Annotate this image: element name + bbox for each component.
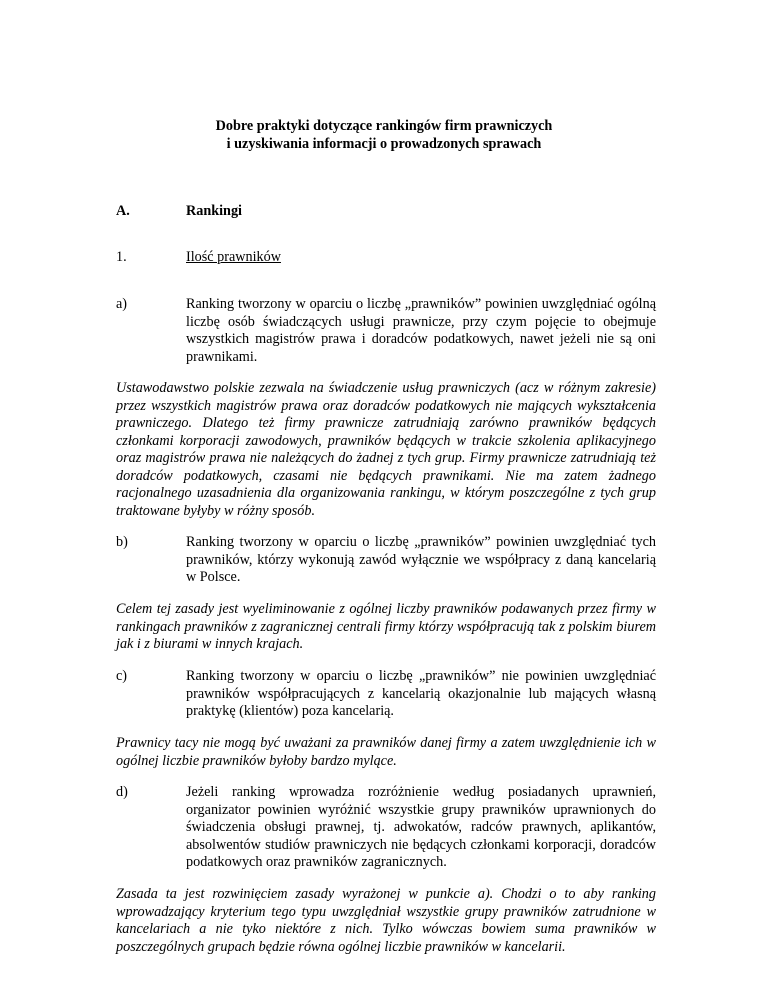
title-line-2: i uzyskiwania informacji o prowadzonych sprawach <box>226 135 542 152</box>
point-d <box>116 784 656 872</box>
point-b-comment: Celem tej zasady jest wyeliminowanie z ogólnej liczby prawników podawanych przez firmy w rankingach prawników z zagranicznej centrali firmy którzy współpracują tak z polskim biurem jak i z biurami w innych krajach. <box>116 601 656 652</box>
point-c-text: Ranking tworzony w oparciu o liczbę „prawników” nie powinien uwzględniać prawników współpracujących z kancelarią okazjonalnie lub mających własną praktykę (klientów) poza kancelarią. <box>186 668 656 719</box>
section-title: Rankingi <box>186 203 242 219</box>
point-c-comment: Prawnicy tacy nie mogą być uważani za prawników danej firmy a zatem uwzględnienie ich w ogólnej liczbie prawników byłoby bardzo mylące. <box>116 735 656 769</box>
point-d-label: d) <box>116 784 128 800</box>
point-a-comment: Ustawodawstwo polskie zezwala na świadczenie usług prawniczych (acz w różnym zakresie) przez wszystkich magistrów prawa oraz doradców podatkowych nie mających wykształcenia prawniczego. Dlatego też firmy prawnicze zatrudniają zarówno prawników będących członkami korporacji zawodowych, prawników będących w trakcie szkolenia aplikacyjnego oraz magistrów prawa nie należących do żadnej z tych grup. Firmy prawnicze zatrudniają też doradców podatkowych, czasami nie będących prawnikami. Nie ma zatem żadnego racjonalnego uzasadnienia dla organizowania rankingu, w którym poszczególne z tych grup traktowane byłyby w różny sposób. <box>116 380 656 519</box>
point-b <box>116 534 656 587</box>
point-b-label: b) <box>116 534 128 550</box>
point-a-text: Ranking tworzony w oparciu o liczbę „prawników” powinien uwzględniać ogólną liczbę osób świadczących usługi prawnicze, przy czym pojęcie to obejmuje wszystkich magistrów prawa i doradców podatkowych, nawet jeżeli nie są oni prawnikami. <box>186 296 656 365</box>
item-title: Ilość prawników <box>186 249 281 265</box>
title-line-1: Dobre praktyki dotyczące rankingów firm prawniczych <box>215 118 553 134</box>
point-b-text: Ranking tworzony w oparciu o liczbę „prawników” powinien uwzględniać tych prawników, którzy wykonują zawód wyłącznie we współpracy z daną kancelarią w Polsce. <box>186 534 656 585</box>
point-d-comment: Zasada ta jest rozwinięciem zasady wyrażonej w punkcie a). Chodzi o to aby ranking wprowadzający kryterium tego typu uwzględniał wszystkie grupy prawników zatrudnione w kancelariach a nie tyko niektóre z nich. Tylko wówczas bowiem suma prawników w poszczególnych grupach będzie równa ogólnej liczbie prawników w kancelarii. <box>116 886 656 955</box>
point-a <box>116 296 656 366</box>
point-c-label: c) <box>116 668 128 684</box>
document-title <box>120 118 648 153</box>
point-c <box>116 668 656 721</box>
item-number: 1. <box>116 249 127 265</box>
point-a-label: a) <box>116 296 128 312</box>
point-d-text: Jeżeli ranking wprowadza rozróżnienie według posiadanych uprawnień, organizator powinien wyróżnić wszystkie grupy prawników uprawnionych do świadczenia obsługi prawnej, tj. adwokatów, radców prawnych, aplikantów, absolwentów studiów prawniczych nie będących członkami korporacji, doradców podatkowych oraz prawników zagranicznych. <box>186 784 656 870</box>
section-number: A. <box>116 203 130 219</box>
